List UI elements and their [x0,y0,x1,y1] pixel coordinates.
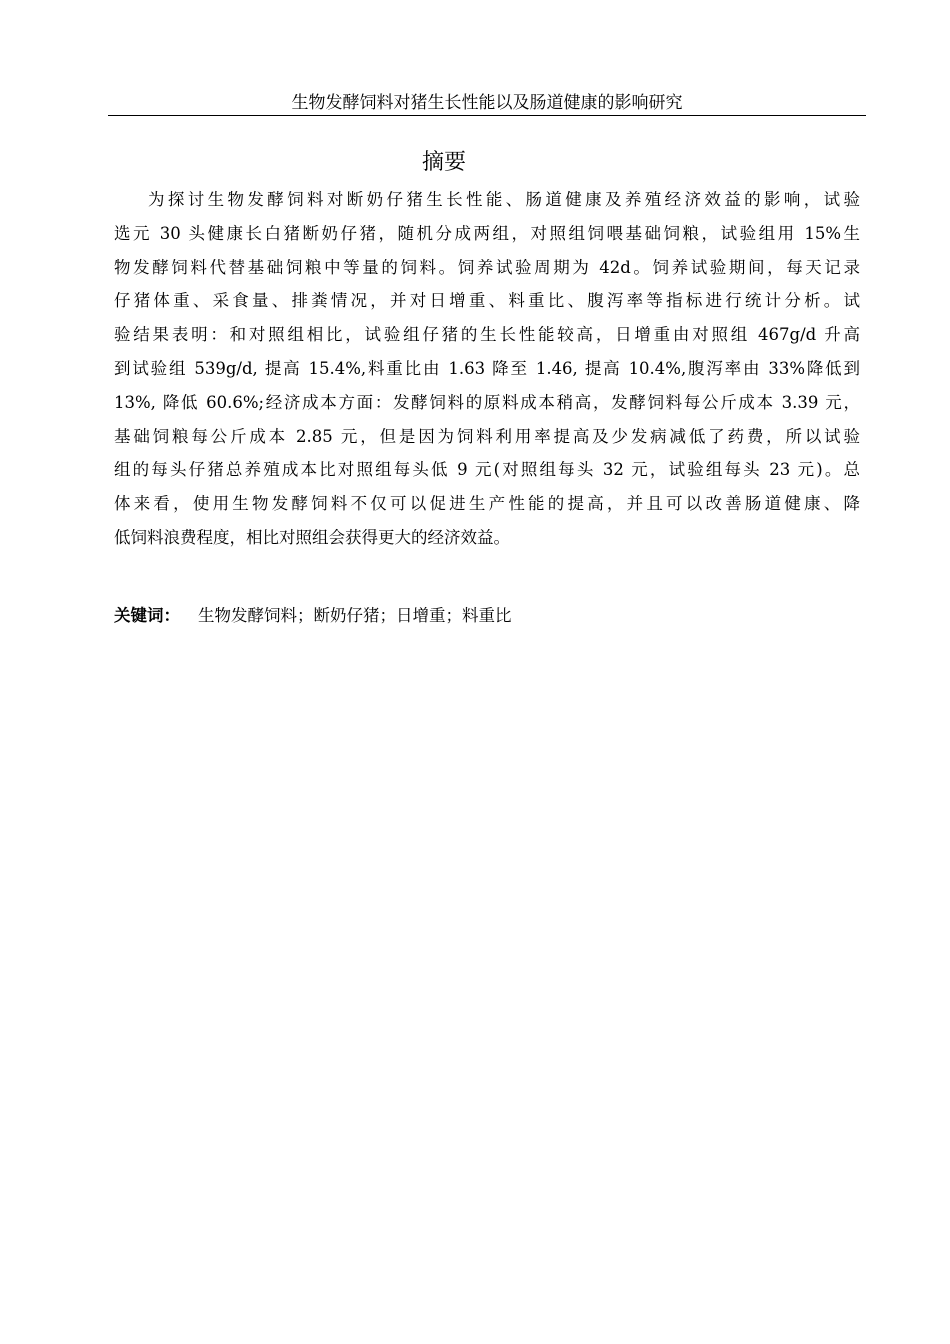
abstract-line: 低饲料浪费程度，相比对照组会获得更大的经济效益。 [114,527,510,547]
abstract-line: 到试验组 539g/d, 提高 15.4%,料重比由 1.63 降至 1.46, 提高 10.4%,腹泻率由 33%降低到 [114,358,860,378]
keywords-text: 生物发酵饲料；断奶仔猪；日增重；料重比 [198,606,512,625]
abstract-line: 组的每头仔猪总养殖成本比对照组每头低 9 元(对照组每头 32 元，试验组每头 23 元)。总 [114,460,860,480]
abstract-line: 选元 30 头健康长白猪断奶仔猪，随机分成两组，对照组饲喂基础饲粮，试验组用 15%生 [114,223,860,243]
abstract-line: 物发酵饲料代替基础饲粮中等量的饲料。饲养试验周期为 42d。饲养试验期间，每天记录 [114,257,860,277]
abstract-line: 基础饲粮每公斤成本 2.85 元，但是因为饲料利用率提高及少发病减低了药费，所以试验 [114,426,860,446]
abstract-line: 13%, 降低 60.6%;经济成本方面：发酵饲料的原料成本稍高，发酵饲料每公斤成本 3.39 元， [114,392,860,412]
keywords [114,602,512,630]
abstract-title: 摘要 [421,150,466,175]
abstract-line: 仔猪体重、采食量、排粪情况，并对日增重、料重比、腹泻率等指标进行统计分析。试 [114,291,860,311]
keywords-label: 关键词： [114,606,180,625]
abstract-line: 体来看，使用生物发酵饲料不仅可以促进生产性能的提高，并且可以改善肠道健康、降 [114,494,860,514]
header-rule [108,115,866,116]
abstract-line: 为探讨生物发酵饲料对断奶仔猪生长性能、肠道健康及养殖经济效益的影响，试验 [148,190,860,209]
running-header-title: 生物发酵饲料对猪生长性能以及肠道健康的影响研究 [291,93,683,113]
abstract-body [114,183,860,555]
abstract-line: 验结果表明：和对照组相比，试验组仔猪的生长性能较高，日增重由对照组 467g/d 升高 [114,325,860,345]
